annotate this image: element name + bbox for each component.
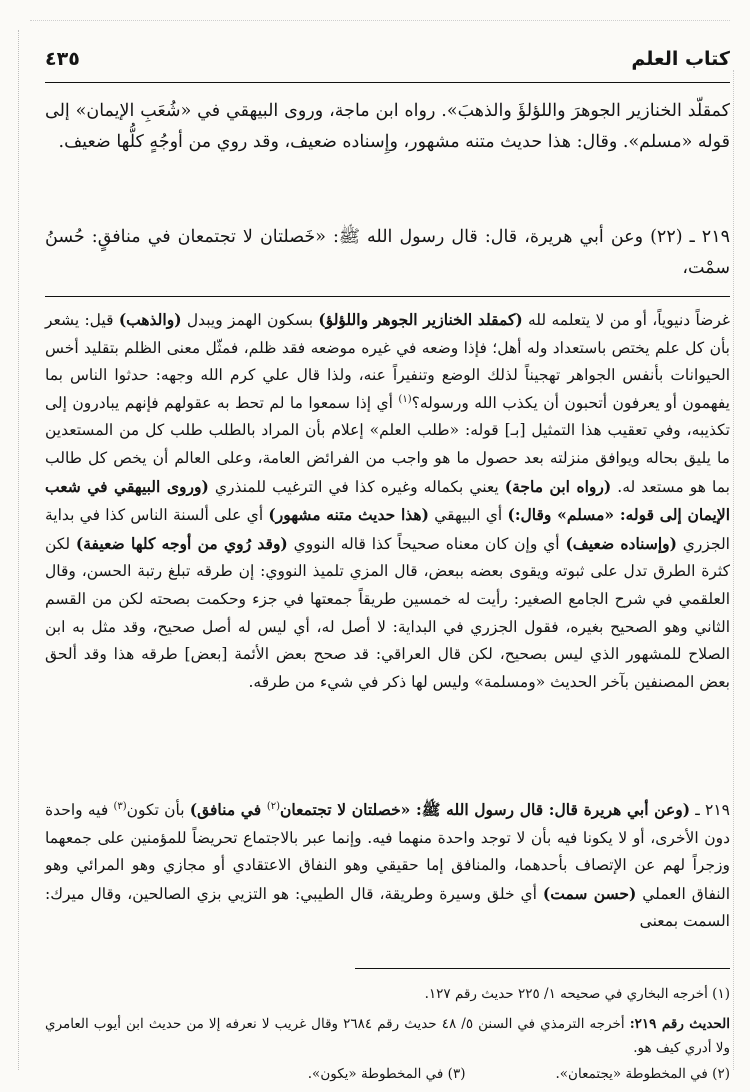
footnote-divider	[355, 968, 730, 969]
page-edge-left	[4, 30, 19, 1070]
comm-quote: (والذهب)	[118, 310, 182, 329]
commentary-block-2	[45, 796, 730, 936]
comm-quote: (رواه ابن ماجة)	[504, 476, 612, 496]
comm-text: يعني بكماله وغيره كذا في الترغيب للمنذري	[208, 477, 505, 496]
footnote-ref-2: (٢)	[266, 800, 280, 812]
page-number: ٤٣٥	[45, 48, 80, 70]
comm-quote: (حسن سمت)	[542, 883, 637, 903]
commentary-block-1	[45, 306, 730, 696]
comm-quote: (وروى البيهقي في شعب الإيمان إلى قوله: «مسلم» وقال:)	[45, 476, 730, 525]
comm-quote: (وإسناده ضعيف)	[565, 533, 677, 553]
comm-quote: في منافق)	[189, 800, 267, 819]
comm-quote: (وعن أبي هريرة قال: قال رسول الله ﷺ: «خصلتان لا تجتمعان	[280, 800, 691, 819]
comm-text: بأن تكون	[126, 801, 190, 819]
footnote-ref-1: (١)	[398, 393, 412, 405]
comm-text: بسكون الهمز ويبدل	[181, 311, 319, 329]
comm-text: أي على ألسنة الناس كذا في بداية الجزري	[45, 506, 730, 553]
comm-text: أي وإن كان معناه صحيحاً كذا قاله النووي	[287, 534, 566, 553]
chapter-title: كتاب العلم	[631, 48, 730, 70]
comm-text: أي البيهقي	[428, 506, 508, 525]
hadith-219-text: ٢١٩ ـ (٢٢) وعن أبي هريرة، قال: قال رسول الله ﷺ: «خَصلتان لا تجتمعان في منافقٍ: حُسنُ سمْت،	[45, 227, 730, 278]
footnote-hadith-219	[45, 1012, 730, 1060]
comm-text: قيل: يشعر بأن كل علم يختص باستعداد وله أهل؛ فإذا وضعه في غيره موضعه فقد ظلم، فمثّل معنى الظلم بتقليد أخس الحيوانات بأنفس الجواهر تهجيناً لذلك الوضع وتنفيراً عنه، ولذا قال علي كرم الله وجهه: حدثوا الناس بما يفهمون أو يعرفون أتحبون أن يكذب الله ورسوله؟	[45, 311, 730, 412]
hadith-text-continuation: كمقلّد الخنازير الجوهرَ واللؤلؤَ والذهبَ». رواه ابن ماجة، وروى البيهقي في «شُعَبِ الإيمان» إلى قوله «مسلم». وقال: هذا حديث متنه مشهور، وإِسناده ضعيف، وقد روي من أوجُهٍ كلُّها ضعيف.	[45, 101, 730, 152]
comm-text: أي إذا سمعوا ما لم تحط به عقولهم فإنهم يبادرون إلى تكذيبه، وفي تعقيب هذا التمثيل [بـ] قوله: «طلب العلم» إعلام بأن المراد بالطلب طلب كل من المستعدين ما يليق بحاله ويوافق منزلته بعد حصول ما هو واجب من الفرائض العامة، وعلى العالم أن يخص كل طالب بما هو مستعد له.	[45, 393, 730, 496]
page-edge-top	[30, 6, 730, 21]
comm-hadith-number: ٢١٩ ـ	[690, 801, 731, 819]
comm-quote: (هذا حديث متنه مشهور)	[268, 505, 429, 525]
footnote-label: الحديث رقم ٢١٩:	[629, 1016, 730, 1032]
page-header	[45, 40, 730, 83]
page-edge-right	[733, 70, 744, 1070]
comm-quote: (كمقلد الخنازير الجوهر واللؤلؤ)	[318, 310, 523, 329]
footnote-2: (٢) في المخطوطة «يجتمعان».	[555, 1066, 730, 1082]
footnotes-2-3	[45, 1062, 730, 1086]
comm-text: أي خلق وسيرة وطريقة، قال الطيبي: هو التزيي بزي الصالحين، وقال ميرك: السمت بمعنى	[45, 884, 730, 931]
comm-quote: (وقد رُوي من أوجه كلها ضعيفة)	[75, 533, 288, 553]
comm-text: فيه واحدة دون الأخرى، أو لا يكونا فيه بأن لا توجد واحدة منهما فيه. وإنما عبر بالاجتماع تحريضاً للمؤمنين على جمعهما وزجراً لهم عن الإتصاف بأحدهما، والمنافق إما حقيقي وهو النفاق الاعتقادي أو مجازي وهو المرائي وهو النفاق العملي	[45, 801, 730, 903]
footnote-1: (١) أخرجه البخاري في صحيحه ١/ ٢٢٥ حديث رقم ١٢٧.	[424, 986, 730, 1002]
main-divider	[45, 296, 730, 297]
comm-text: غرضاً دنيوياً، أو من لا يتعلمه لله	[522, 311, 730, 329]
footnote-ref-3: (٣)	[113, 800, 127, 812]
footnote-3: (٣) في المخطوطة «يكون».	[307, 1066, 466, 1082]
comm-text: لكن كثرة الطرق تدل على ثبوته ويقوى بعضه ببعض، قال المزي تلميذ النووي: إن طرقه تبلغ رتبة الحسن، وقال العلقمي في شرح الجامع الصغير: رأيت له خمسين طريقاً جمعتها في جزء وحكمت بصحته لكن من القسم الثاني وهو الصحيح بغيره، فقول الجزري في البداية: لا أصل له، أي ليس له أصل صحيح، وقد مثل به ابن الصلاح للمشهور الذي ليس بصحيح، لكن قال العراقي: قد صحح بعض الأئمة [بعض] طرقه هذا وقد ألحق بعض المصنفين بآخر الحديث «ومسلمة» وليس لها ذكر في شيء من طرقه.	[45, 534, 730, 691]
footnote-text: أخرجه الترمذي في السنن ٥/ ٤٨ حديث رقم ٢٦٨٤ وقال غريب لا نعرفه إلا من حديث ابن أيوب العامري ولا أدري كيف هو.	[45, 1016, 730, 1056]
